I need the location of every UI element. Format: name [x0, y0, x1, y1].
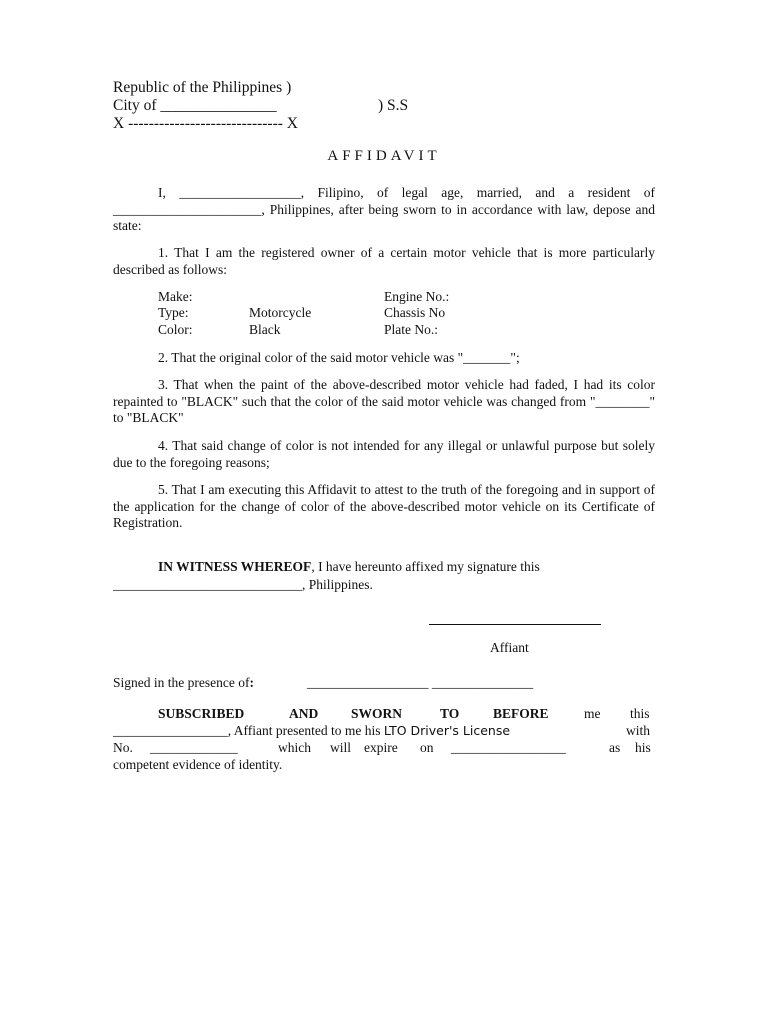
type-label: Type:: [158, 305, 189, 320]
before-word: BEFORE: [493, 706, 549, 721]
his-word: his: [635, 740, 651, 755]
paragraph-2: 2. That the original color of the said motor vehicle was "_______";: [158, 350, 520, 365]
engine-label: Engine No.:: [384, 289, 450, 304]
intro-paragraph: I, __________________, Filipino, of legal age, married, and a resident of ______________________, Philippines, after being sworn to in accordance with law, depose and state:: [113, 185, 655, 233]
on-word: on: [420, 740, 434, 755]
document-title: AFFIDAVIT: [327, 148, 441, 164]
plate-label: Plate No.:: [384, 322, 438, 337]
license-type: LTO Driver's License: [383, 723, 511, 738]
identity-line: competent evidence of identity.: [113, 757, 283, 772]
witness-heading: IN WITNESS WHEREOF: [158, 559, 312, 574]
as-word: as: [609, 740, 621, 755]
witness-paragraph: [113, 559, 655, 576]
color-label: Color:: [158, 322, 193, 337]
color-value: Black: [249, 322, 281, 337]
republic-line: Republic of the Philippines ): [113, 79, 292, 96]
paragraph-3: 3. That when the paint of the above-described motor vehicle had faded, I had its color repainted to "BLACK" such that the color of the said motor vehicle was changed from "________" to "BLACK": [113, 377, 655, 425]
will-word: will: [330, 740, 352, 755]
type-value: Motorcycle: [249, 305, 312, 320]
ss-marker: ) S.S: [378, 97, 409, 114]
me-word: me: [584, 706, 601, 721]
no-word: No.: [113, 740, 133, 755]
paragraph-5: 5. That I am executing this Affidavit to attest to the truth of the foregoing and in support of the application for the change of color of the above-described motor vehicle on its Certificate of Registration.: [113, 482, 655, 530]
with-word: with: [626, 723, 651, 738]
witness-blanks: __________________ _______________: [307, 675, 534, 690]
license-number-blank: _____________: [150, 740, 238, 755]
witness-place-line: ____________________________, Philippines.: [113, 577, 373, 592]
presence-label: Signed in the presence of: [113, 675, 250, 690]
witness-text: , I have hereunto affixed my signature this: [311, 559, 540, 574]
expire-word: expire: [364, 740, 398, 755]
subscribed-word: SUBSCRIBED: [158, 706, 245, 721]
make-label: Make:: [158, 289, 193, 304]
affiant-presented-text: _________________, Affiant presented to me his: [113, 723, 381, 738]
paragraph-4: 4. That said change of color is not intended for any illegal or unlawful purpose but solely due to the foregoing reasons;: [113, 438, 655, 470]
to-word: TO: [440, 706, 460, 721]
chassis-label: Chassis No: [384, 305, 446, 320]
presence-line: [113, 675, 254, 692]
which-word: which: [278, 740, 311, 755]
presence-colon: :: [249, 675, 254, 690]
expiry-date-blank: _________________: [451, 740, 566, 755]
paragraph-1: 1. That I am the registered owner of a certain motor vehicle that is more particularly described as follows:: [113, 245, 655, 277]
subscribed-line-2: [113, 723, 510, 740]
this-word: this: [630, 706, 650, 721]
affiant-signature-line: [429, 624, 601, 625]
city-line: City of _______________: [113, 97, 277, 114]
and-word: AND: [289, 706, 319, 721]
separator-line: X ------------------------------ X: [113, 115, 298, 132]
affiant-label: Affiant: [490, 640, 529, 655]
sworn-word: SWORN: [351, 706, 403, 721]
